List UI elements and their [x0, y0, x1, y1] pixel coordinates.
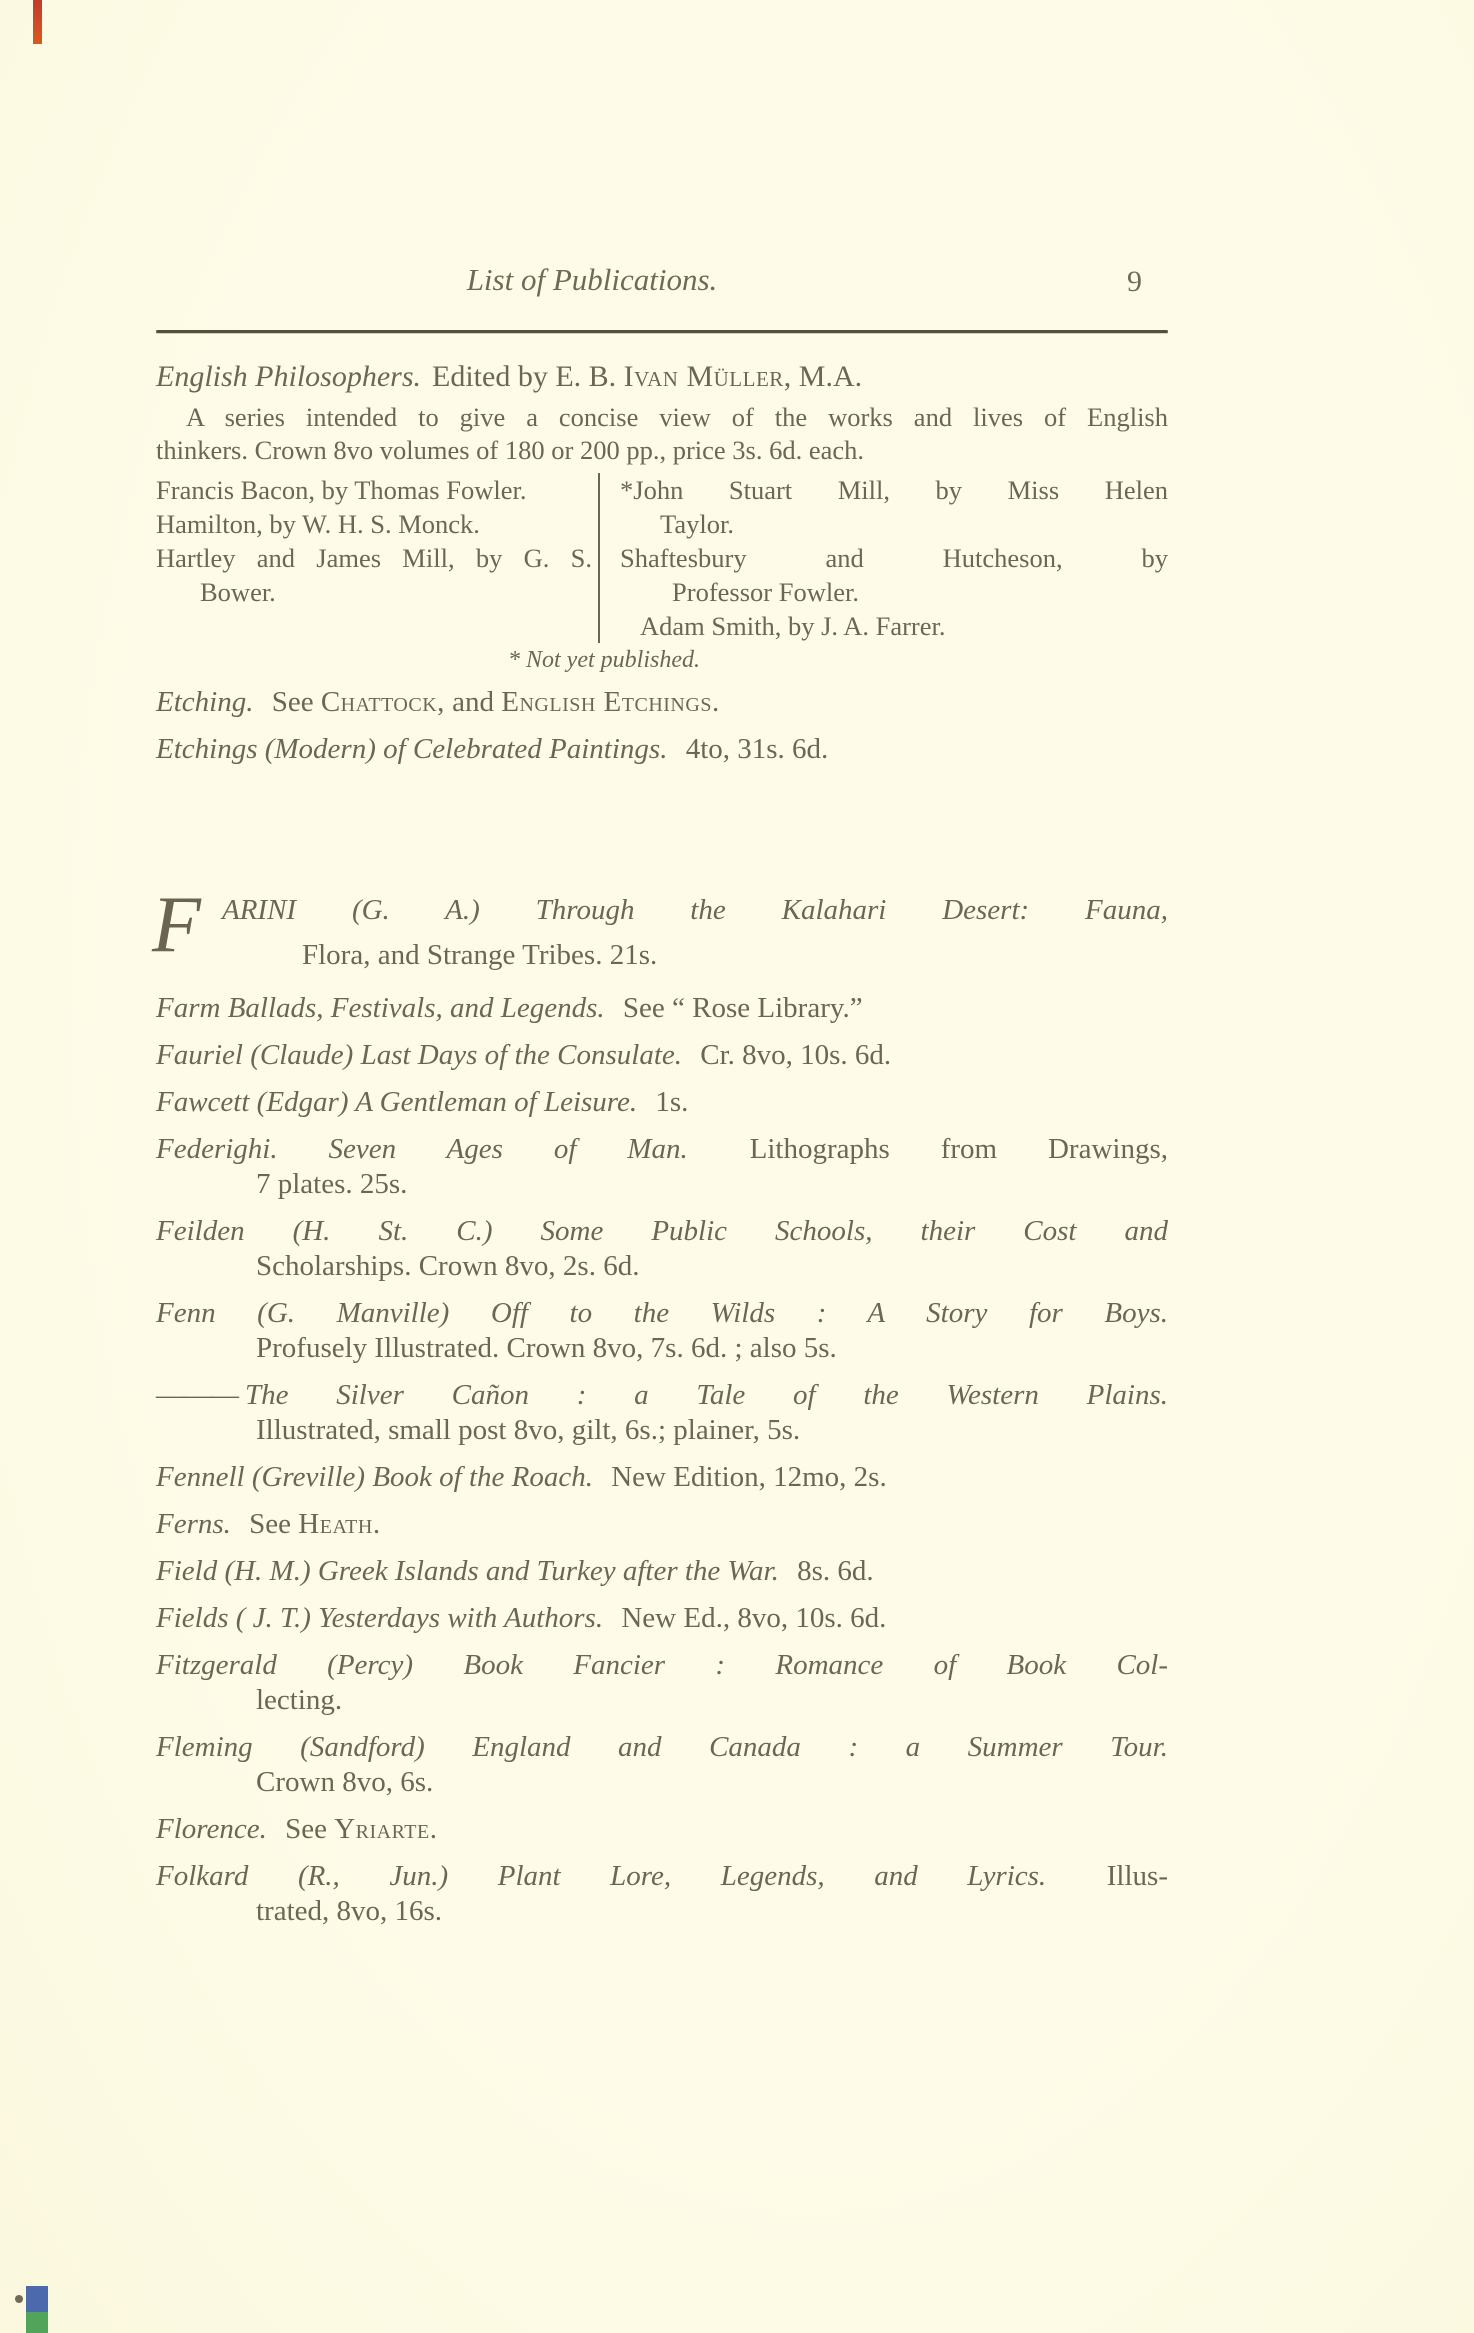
dropcap-letter-f: F: [152, 881, 201, 969]
running-header: [156, 262, 1168, 300]
page-title: List of Publications.: [466, 262, 718, 297]
entry-title: Fields ( J. T.) Yesterdays with Authors.: [156, 1602, 604, 1634]
entry-fenn: [156, 1296, 1168, 1366]
entry-fauriel: [156, 1038, 1168, 1073]
volume-column-right: [600, 473, 1168, 643]
editor-name: Ivan Müller: [623, 360, 784, 393]
entry-detail: Lithographs from Drawings,: [698, 1133, 1168, 1165]
entry-field: [156, 1554, 1168, 1589]
entry-title: Fleming (Sandford) England and Canada : a Summer Tour.: [156, 1731, 1168, 1763]
entry-title: Fauriel (Claude) Last Days of the Consulate.: [156, 1039, 682, 1071]
entry-title: Florence.: [156, 1813, 267, 1845]
volume-item: *John Stuart Mill, by Miss Helen: [620, 475, 1168, 505]
volume-column-left: [156, 473, 592, 643]
see-text: See: [241, 1508, 299, 1540]
entry-title: English Philosophers.: [156, 360, 422, 393]
entry-farini: [152, 881, 1168, 973]
see-text: See: [277, 1813, 335, 1845]
entry-fields: [156, 1601, 1168, 1636]
description-line: A series intended to give a concise view of the works and lives of English: [186, 402, 1168, 432]
entry-ferns: [156, 1507, 1168, 1542]
entry-title: Fawcett (Edgar) A Gentleman of Leisure.: [156, 1086, 638, 1118]
entry-etching: [156, 685, 1168, 720]
entry-title: Fennell (Greville) Book of the Roach.: [156, 1461, 593, 1493]
entry-line: [156, 1378, 1168, 1413]
entry-florence: [156, 1812, 1168, 1847]
header-rule: [156, 330, 1168, 333]
entry-continuation: lecting.: [256, 1684, 343, 1716]
entry-federighi: [156, 1132, 1168, 1202]
description-line: thinkers. Crown 8vo volumes of 180 or 200 pp., price 3s. 6d. each.: [156, 435, 865, 465]
entry-fennell: [156, 1460, 1168, 1495]
entry-title: Folkard (R., Jun.) Plant Lore, Legends, and Lyrics.: [156, 1860, 1047, 1892]
scan-color-mark-bottom: [26, 2286, 48, 2333]
entry-continuation: Profusely Illustrated. Crown 8vo, 7s. 6d. ; also 5s.: [256, 1332, 837, 1364]
conjunction-text: and: [444, 686, 502, 718]
entry-continuation: trated, 8vo, 16s.: [256, 1895, 443, 1927]
entry-title: Federighi. Seven Ages of Man.: [156, 1133, 688, 1165]
entry-continuation: 7 plates. 25s.: [256, 1168, 408, 1200]
cross-reference: Yriarte.: [334, 1813, 438, 1845]
entry-continuation: Flora, and Strange Tribes. 21s.: [302, 939, 658, 971]
entry-title: Etchings (Modern) of Celebrated Paintings.: [156, 733, 668, 765]
entry-price: Cr. 8vo, 10s. 6d.: [693, 1039, 892, 1071]
entry-fleming: [156, 1730, 1168, 1800]
entry-title: Feilden (H. St. C.) Some Public Schools, their Cost and: [156, 1215, 1168, 1247]
entry-title: Etching.: [156, 686, 254, 718]
entry-price: 1s.: [648, 1086, 689, 1118]
volume-item-continuation: Taylor.: [660, 509, 734, 539]
entry-title: Ferns.: [156, 1508, 231, 1540]
entry-title: Fitzgerald (Percy) Book Fancier : Romance of Book Col-: [156, 1649, 1168, 1681]
volume-item-continuation: Bower.: [200, 577, 276, 607]
cross-reference: Chattock,: [320, 686, 445, 718]
entry-detail: Illus-: [1057, 1860, 1168, 1892]
cross-reference: English Etchings.: [501, 686, 720, 718]
entry-folkard: [156, 1859, 1168, 1929]
entry-feilden: [156, 1214, 1168, 1284]
series-description: [156, 401, 1168, 467]
entry-continuation: Crown 8vo, 6s.: [256, 1766, 434, 1798]
volume-item: Shaftesbury and Hutcheson, by: [620, 543, 1168, 573]
entry-continuation: Scholarships. Crown 8vo, 2s. 6d.: [256, 1250, 640, 1282]
entry-farm-ballads: [156, 991, 1168, 1026]
entry-fawcett: [156, 1085, 1168, 1120]
entry-etchings-modern: [156, 732, 1168, 767]
see-text: See: [264, 686, 321, 718]
entry-line: [156, 1859, 1168, 1894]
entry-title: Farm Ballads, Festivals, and Legends.: [156, 992, 605, 1024]
entry-title: ARINI (G. A.) Through the Kalahari Desert: Fauna,: [222, 894, 1168, 926]
volume-item: Adam Smith, by J. A. Farrer.: [640, 611, 946, 641]
entry-continuation: Illustrated, small post 8vo, gilt, 6s.; plainer, 5s.: [256, 1414, 801, 1446]
entry-price: 4to, 31s. 6d.: [678, 733, 829, 765]
entry-fitzgerald: [156, 1648, 1168, 1718]
edited-by-text: Edited by E. B.: [432, 360, 624, 393]
entry-title: The Silver Cañon : a Tale of the Western Plains.: [245, 1379, 1168, 1411]
footnote-not-yet-published: * Not yet published.: [508, 647, 700, 673]
page-content: [152, 0, 1168, 1929]
paper-speck: [15, 2295, 23, 2303]
volume-item-continuation: Professor Fowler.: [672, 577, 859, 607]
entry-title: Fenn (G. Manville) Off to the Wilds : A Story for Boys.: [156, 1297, 1168, 1329]
volume-item: Hartley and James Mill, by G. S.: [156, 543, 592, 573]
entry-english-philosophers: [156, 359, 1168, 395]
cross-reference: Heath.: [298, 1508, 381, 1540]
entry-detail: New Edition, 12mo, 2s.: [603, 1461, 887, 1493]
volume-item: Francis Bacon, by Thomas Fowler.: [156, 475, 527, 505]
entry-detail: See “ Rose Library.”: [615, 992, 863, 1024]
volume-item: Hamilton, by W. H. S. Monck.: [156, 509, 480, 539]
entry-fenn-silver-canon: [156, 1378, 1168, 1448]
entry-price: 8s. 6d.: [789, 1555, 874, 1587]
volume-columns: [156, 473, 1168, 643]
entry-title: Field (H. M.) Greek Islands and Turkey after the War.: [156, 1555, 779, 1587]
scan-color-mark-top: [33, 0, 42, 44]
entry-price: New Ed., 8vo, 10s. 6d.: [614, 1602, 887, 1634]
entry-line: [156, 1132, 1168, 1167]
editor-degree: , M.A.: [783, 360, 863, 393]
page-number: 9: [1127, 265, 1142, 298]
ditto-dash: ———: [156, 1379, 237, 1411]
